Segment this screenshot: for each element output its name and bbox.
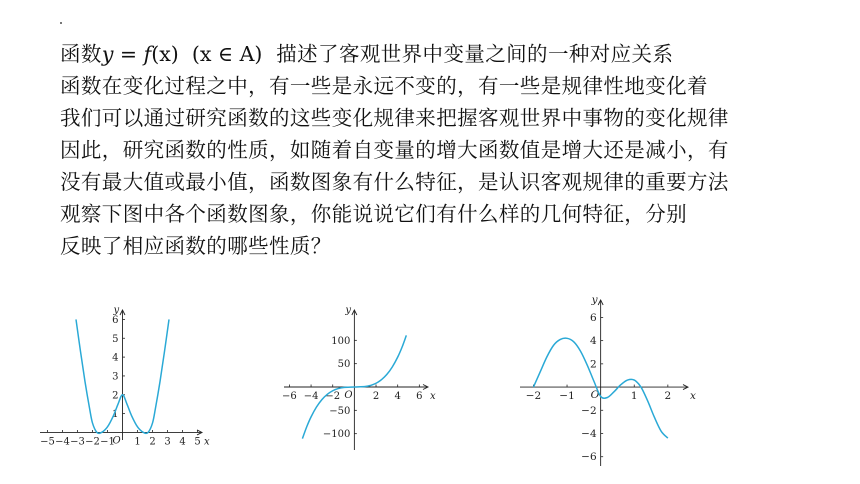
x-tick-label: 2 <box>664 390 672 403</box>
formula-eq: = <box>113 42 144 66</box>
x-axis-label: x <box>204 436 210 448</box>
y-tick-label: 5 <box>112 333 119 345</box>
formula-y: y <box>101 42 114 66</box>
bullet-dot <box>60 22 62 24</box>
line1-suffix: 描述了客观世界中变量之间的一种对应关系 <box>276 42 674 66</box>
y-tick-label: 4 <box>589 335 597 348</box>
x-tick-label: 5 <box>194 436 201 448</box>
y-tick-label: 100 <box>331 335 351 347</box>
x-tick-label: 4 <box>394 391 401 402</box>
text-line-3: 我们可以通过研究函数的这些变化规律来把握客观世界中事物的变化规律 <box>60 106 729 130</box>
x-tick-label: 1 <box>134 436 141 448</box>
y-tick-label: 6 <box>112 314 119 326</box>
x-tick-label: −5 <box>40 436 55 448</box>
body-text <box>60 38 820 262</box>
formula-domain: (x ∈ A) <box>191 42 263 66</box>
formula <box>102 42 263 66</box>
y-axis-label: y <box>113 305 120 316</box>
y-tick-label: −100 <box>322 429 351 441</box>
x-tick-label: −1 <box>100 436 115 448</box>
x-tick-label: 2 <box>149 436 156 448</box>
text-line-2: 函数在变化过程之中，有一些是永远不变的，有一些是规律性地变化着 <box>60 74 708 98</box>
origin-label: O <box>112 435 121 447</box>
graph-1 <box>34 304 214 464</box>
text-line-4: 因此，研究函数的性质，如随着自变量的增大函数值是增大还是减小，有 <box>60 138 729 162</box>
text-line-1 <box>60 38 820 70</box>
formula-arg: (x) <box>151 42 179 66</box>
text-line-5: 没有最大值或最小值，函数图象有什么特征，是认识客观规律的重要方法 <box>60 170 729 194</box>
x-tick-label: 2 <box>372 391 380 402</box>
y-tick-label: 2 <box>112 390 119 402</box>
y-tick-label: −2 <box>581 404 597 417</box>
formula-f: f <box>143 42 152 66</box>
graph-2 <box>278 304 438 464</box>
x-tick-label: 1 <box>630 390 638 403</box>
x-tick-label: −2 <box>525 390 542 403</box>
graph-2-svg <box>278 304 438 464</box>
y-tick-label: 1 <box>112 409 119 421</box>
y-tick-label: 4 <box>112 352 119 364</box>
y-tick-label: 6 <box>589 311 597 324</box>
x-axis-label: x <box>690 390 696 403</box>
y-axis-label: y <box>591 294 598 306</box>
graph-3-svg <box>512 294 702 472</box>
x-tick-label: −3 <box>70 436 85 448</box>
text-line-6: 观察下图中各个函数图象，你能说说它们有什么样的几何特征，分别 <box>60 202 687 226</box>
line1-prefix: 函数 <box>60 42 102 66</box>
x-tick-label: 3 <box>164 436 171 448</box>
y-tick-label: 50 <box>337 359 351 371</box>
x-tick-label: 4 <box>179 436 186 448</box>
y-tick-label: −6 <box>581 451 597 464</box>
x-tick-label: −4 <box>303 391 319 402</box>
x-tick-label: −6 <box>282 391 297 402</box>
graph-3 <box>512 294 702 472</box>
y-axis-label: y <box>345 305 352 316</box>
y-tick-label: 2 <box>589 358 597 371</box>
text-line-7: 反映了相应函数的哪些性质？ <box>60 234 332 258</box>
x-tick-label: −4 <box>55 436 70 448</box>
x-tick-label: −1 <box>559 390 575 403</box>
x-axis-label: x <box>430 391 436 402</box>
x-tick-label: −2 <box>85 436 100 448</box>
graph-1-svg <box>34 304 214 464</box>
x-tick-label: 6 <box>416 391 423 402</box>
y-tick-label: −4 <box>581 427 597 440</box>
origin-label: O <box>590 389 600 402</box>
y-tick-label: −50 <box>329 405 351 417</box>
x-tick-label: −2 <box>325 391 341 402</box>
origin-label: O <box>344 390 353 401</box>
y-tick-label: 3 <box>112 371 119 383</box>
